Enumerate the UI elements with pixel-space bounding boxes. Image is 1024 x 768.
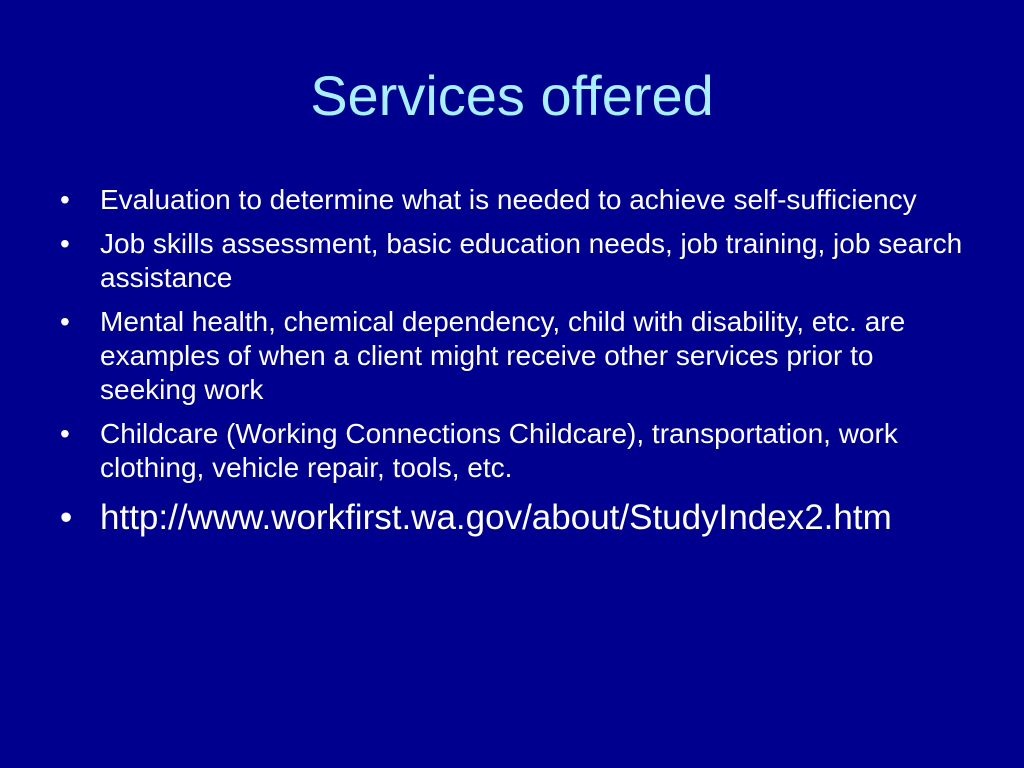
bullet-text: Mental health, chemical dependency, child with disability, etc. are examples of when a client might receive other services prior to seeking work [100, 306, 906, 405]
workfirst-link[interactable]: http://www.workfirst.wa.gov/about/StudyIndex2.htm [100, 498, 892, 537]
bullet-text: Childcare (Working Connections Childcare), transportation, work clothing, vehicle repair, tools, etc. [100, 418, 898, 483]
slide-title: Services offered [310, 64, 714, 127]
bullet-text: Evaluation to determine what is needed to achieve self-sufficiency [100, 184, 917, 215]
bullet-dot-icon: • [60, 498, 73, 537]
bullet-list [54, 183, 974, 549]
bullet-item-childcare [54, 417, 974, 485]
bullet-dot-icon: • [60, 306, 70, 337]
bullet-dot-icon: • [60, 418, 70, 449]
bullet-item-job-skills [54, 227, 974, 295]
bullet-item-mental-health [54, 305, 974, 407]
bullet-item-link [54, 497, 974, 539]
bullet-text: Job skills assessment, basic education needs, job training, job search assistance [100, 228, 963, 293]
bullet-item-evaluation [54, 183, 974, 217]
bullet-dot-icon: • [60, 228, 70, 259]
bullet-dot-icon: • [60, 184, 70, 215]
